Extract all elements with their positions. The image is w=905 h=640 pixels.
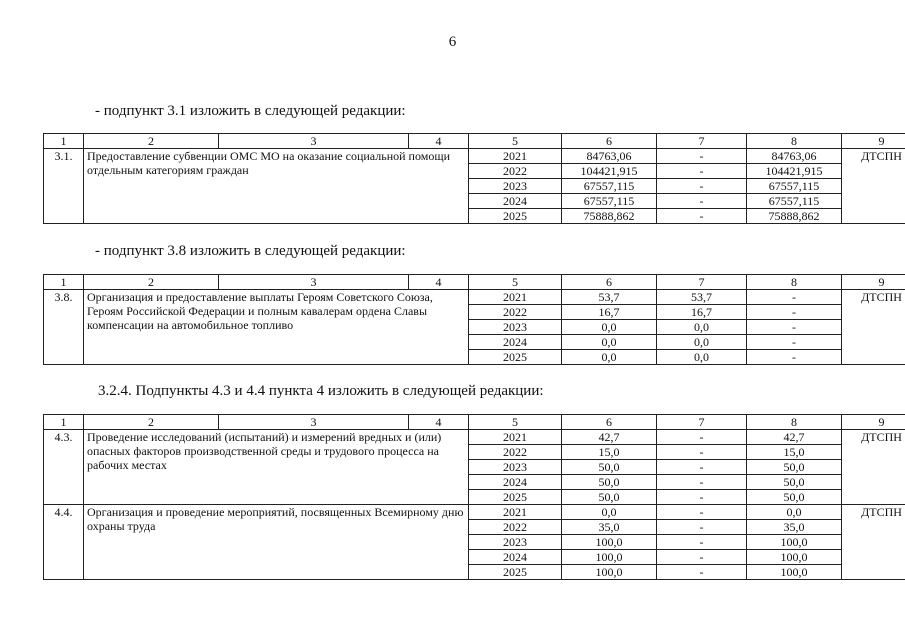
value-col7: - [657, 550, 747, 565]
value-col8: 100,0 [747, 565, 842, 580]
value-col8: - [747, 320, 842, 335]
value-col6: 0,0 [562, 320, 657, 335]
column-header: 5 [469, 415, 562, 430]
year-cell: 2023 [469, 535, 562, 550]
section-intro-4-3-4-4: 3.2.4. Подпункты 4.3 и 4.4 пункта 4 изложить в следующей редакции: [98, 383, 544, 399]
year-cell: 2022 [469, 305, 562, 320]
year-cell: 2025 [469, 490, 562, 505]
value-col8: 15,0 [747, 445, 842, 460]
year-cell: 2022 [469, 164, 562, 179]
value-col6: 50,0 [562, 490, 657, 505]
year-cell: 2025 [469, 565, 562, 580]
column-header: 3 [219, 415, 409, 430]
table-subitems-4-3-4-4 [43, 414, 905, 580]
page-number: 6 [448, 34, 457, 50]
responsible-executor: ДТСПН [842, 430, 905, 505]
value-col6: 100,0 [562, 535, 657, 550]
responsible-executor: ДТСПН [842, 149, 905, 224]
year-cell: 2021 [469, 290, 562, 305]
table-row [44, 290, 905, 305]
item-number: 3.1. [44, 149, 84, 224]
column-header: 9 [842, 415, 905, 430]
table-header-row [44, 275, 905, 290]
value-col7: - [657, 430, 747, 445]
table-subitem-3-1 [43, 133, 905, 224]
item-number: 3.8. [44, 290, 84, 365]
value-col7: 0,0 [657, 320, 747, 335]
value-col6: 67557,115 [562, 194, 657, 209]
value-col7: - [657, 209, 747, 224]
table-header-row [44, 134, 905, 149]
table-subitem-3-8 [43, 274, 905, 365]
value-col6: 100,0 [562, 550, 657, 565]
value-col7: - [657, 164, 747, 179]
column-header: 3 [219, 275, 409, 290]
value-col8: 50,0 [747, 460, 842, 475]
year-cell: 2022 [469, 520, 562, 535]
value-col6: 100,0 [562, 565, 657, 580]
value-col7: 53,7 [657, 290, 747, 305]
value-col7: 0,0 [657, 350, 747, 365]
value-col8: 84763,06 [747, 149, 842, 164]
responsible-executor: ДТСПН [842, 505, 905, 580]
column-header: 8 [747, 134, 842, 149]
value-col6: 75888,862 [562, 209, 657, 224]
value-col7: - [657, 194, 747, 209]
value-col8: 100,0 [747, 550, 842, 565]
value-col7: 0,0 [657, 335, 747, 350]
column-header: 9 [842, 275, 905, 290]
year-cell: 2022 [469, 445, 562, 460]
column-header: 6 [562, 415, 657, 430]
column-header: 6 [562, 275, 657, 290]
value-col7: - [657, 520, 747, 535]
value-col7: - [657, 535, 747, 550]
item-description: Организация и проведение мероприятий, посвященных Всемирному дню охраны труда [84, 505, 469, 580]
year-cell: 2021 [469, 505, 562, 520]
table-row [44, 505, 905, 520]
value-col8: - [747, 350, 842, 365]
value-col8: 50,0 [747, 490, 842, 505]
value-col6: 53,7 [562, 290, 657, 305]
value-col6: 0,0 [562, 350, 657, 365]
value-col8: 100,0 [747, 535, 842, 550]
column-header: 1 [44, 275, 84, 290]
year-cell: 2024 [469, 475, 562, 490]
section-intro-3-8: - подпункт 3.8 изложить в следующей редакции: [95, 243, 406, 259]
column-header: 2 [84, 275, 219, 290]
value-col6: 35,0 [562, 520, 657, 535]
column-header: 5 [469, 275, 562, 290]
table-row [44, 149, 905, 164]
year-cell: 2023 [469, 320, 562, 335]
column-header: 7 [657, 134, 747, 149]
value-col6: 84763,06 [562, 149, 657, 164]
year-cell: 2024 [469, 194, 562, 209]
year-cell: 2023 [469, 179, 562, 194]
value-col6: 0,0 [562, 505, 657, 520]
value-col7: - [657, 445, 747, 460]
column-header: 9 [842, 134, 905, 149]
value-col8: 50,0 [747, 475, 842, 490]
value-col8: 75888,862 [747, 209, 842, 224]
column-header: 7 [657, 275, 747, 290]
item-number: 4.3. [44, 430, 84, 505]
value-col6: 50,0 [562, 460, 657, 475]
column-header: 2 [84, 134, 219, 149]
value-col8: 67557,115 [747, 179, 842, 194]
value-col8: - [747, 335, 842, 350]
value-col6: 0,0 [562, 335, 657, 350]
column-header: 8 [747, 415, 842, 430]
column-header: 4 [409, 415, 469, 430]
value-col7: - [657, 565, 747, 580]
value-col6: 16,7 [562, 305, 657, 320]
value-col7: - [657, 460, 747, 475]
table-row [44, 430, 905, 445]
value-col6: 104421,915 [562, 164, 657, 179]
responsible-executor: ДТСПН [842, 290, 905, 365]
year-cell: 2023 [469, 460, 562, 475]
value-col7: - [657, 149, 747, 164]
section-intro-3-1: - подпункт 3.1 изложить в следующей редакции: [95, 103, 406, 119]
year-cell: 2025 [469, 209, 562, 224]
column-header: 2 [84, 415, 219, 430]
column-header: 3 [219, 134, 409, 149]
column-header: 7 [657, 415, 747, 430]
item-description: Предоставление субвенции ОМС МО на оказание социальной помощи отдельным категориям граждан [84, 149, 469, 224]
column-header: 4 [409, 134, 469, 149]
value-col7: - [657, 505, 747, 520]
column-header: 6 [562, 134, 657, 149]
value-col6: 67557,115 [562, 179, 657, 194]
value-col8: 67557,115 [747, 194, 842, 209]
value-col6: 15,0 [562, 445, 657, 460]
value-col8: 35,0 [747, 520, 842, 535]
value-col6: 42,7 [562, 430, 657, 445]
item-number: 4.4. [44, 505, 84, 580]
value-col8: 104421,915 [747, 164, 842, 179]
value-col7: 16,7 [657, 305, 747, 320]
value-col6: 50,0 [562, 475, 657, 490]
year-cell: 2021 [469, 149, 562, 164]
value-col7: - [657, 475, 747, 490]
value-col8: 0,0 [747, 505, 842, 520]
value-col8: - [747, 305, 842, 320]
year-cell: 2024 [469, 335, 562, 350]
column-header: 1 [44, 415, 84, 430]
value-col8: 42,7 [747, 430, 842, 445]
table-header-row [44, 415, 905, 430]
value-col7: - [657, 179, 747, 194]
column-header: 4 [409, 275, 469, 290]
column-header: 5 [469, 134, 562, 149]
column-header: 8 [747, 275, 842, 290]
value-col7: - [657, 490, 747, 505]
item-description: Проведение исследований (испытаний) и измерений вредных и (или) опасных факторов производственной среды и трудового процесса на рабочих местах [84, 430, 469, 505]
year-cell: 2021 [469, 430, 562, 445]
column-header: 1 [44, 134, 84, 149]
value-col8: - [747, 290, 842, 305]
year-cell: 2025 [469, 350, 562, 365]
item-description: Организация и предоставление выплаты Героям Советского Союза, Героям Российской Федерации и полным кавалерам ордена Славы компенсации на автомобильное топливо [84, 290, 469, 365]
year-cell: 2024 [469, 550, 562, 565]
